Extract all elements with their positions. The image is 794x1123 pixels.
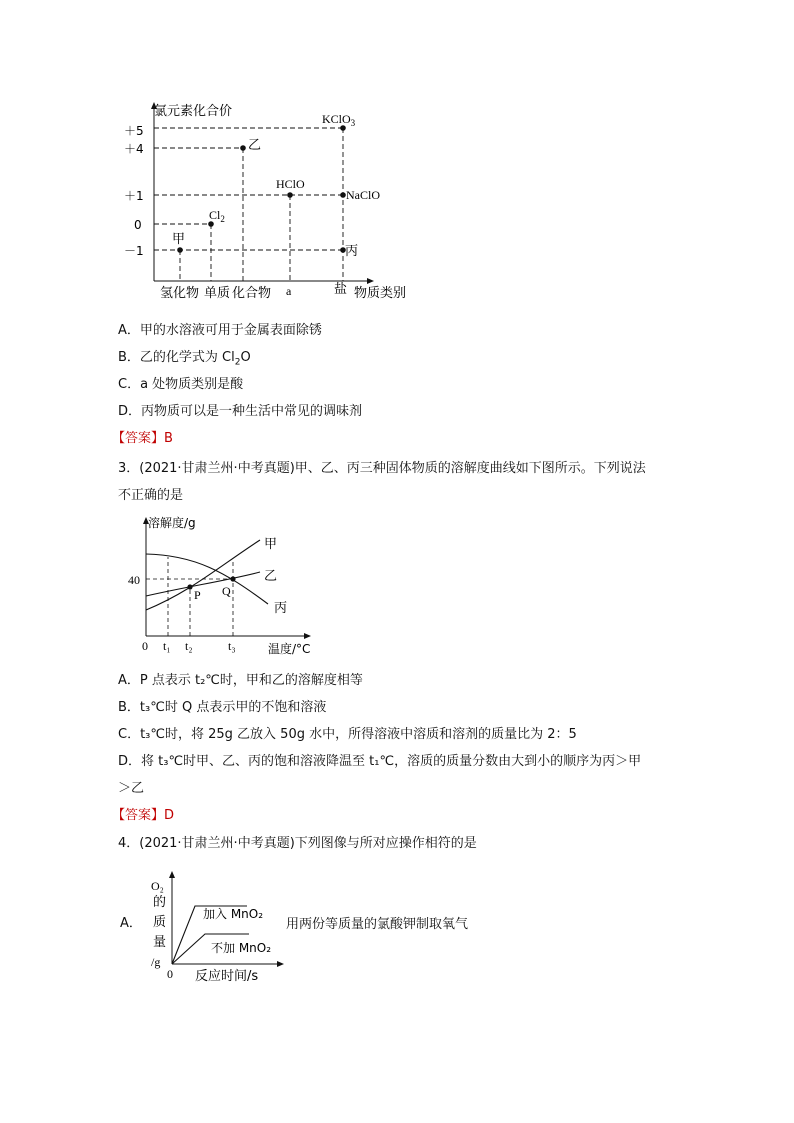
- q4-stem: 4．(2021·甘肃兰州·中考真题)下列图像与所对应操作相符的是: [118, 836, 477, 851]
- xtick-t3: t₃: [228, 639, 236, 653]
- q2-option-a: A．甲的水溶液可用于金属表面除锈: [118, 323, 322, 338]
- x-axis-label: 温度/°C: [268, 642, 311, 656]
- q3-stem-line1: 3．(2021·甘肃兰州·中考真题)甲、乙、丙三种固体物质的溶解度曲线如下图所示。下列说法: [118, 461, 646, 476]
- ytick-plus1: ＋1: [124, 189, 144, 203]
- y-axis-label: 溶解度/g: [148, 516, 196, 530]
- label-p: P: [194, 588, 201, 602]
- solubility-chart: [120, 510, 320, 660]
- point-q: [230, 576, 235, 581]
- q3-option-c: C．t₃℃时，将 25g 乙放入 50g 水中，所得溶液中溶质和溶剂的质量比为 2：5: [118, 727, 577, 742]
- label-q: Q: [222, 584, 231, 598]
- label-bing: 丙: [345, 244, 359, 259]
- category-a: a: [286, 284, 292, 298]
- x-axis-label: 反应时间/s: [195, 969, 259, 984]
- q4-option-a-text: 用两份等质量的氯酸钾制取氧气: [286, 917, 469, 932]
- label-naclo: NaClO: [346, 188, 380, 202]
- dashed-guides: [146, 557, 233, 636]
- q3-stem-line2: 不正确的是: [118, 488, 184, 503]
- ytick-minus1: －1: [124, 244, 144, 258]
- category-hydride: 氢化物: [160, 286, 200, 301]
- q3-option-a: A．P 点表示 t₂℃时，甲和乙的溶解度相等: [118, 673, 363, 688]
- q3-answer: 【答案】D: [112, 808, 175, 823]
- label-yi: 乙: [248, 138, 262, 153]
- curve-jia: [146, 540, 260, 610]
- q2-option-c: C．a 处物质类别是酸: [118, 377, 244, 392]
- point-p: [187, 584, 192, 589]
- ylabel-line-1: O₂: [151, 879, 164, 893]
- series-label-jia: 甲: [264, 537, 278, 552]
- point-naclo: [340, 192, 346, 198]
- curve-yi: [146, 572, 260, 596]
- ylabel-line-5: /g: [151, 955, 161, 969]
- oxygen-chart: [145, 868, 290, 986]
- ytick-plus5: ＋5: [124, 124, 144, 138]
- label-with-mno2: 加入 MnO₂: [203, 907, 264, 921]
- origin-label: 0: [167, 967, 173, 981]
- q2-option-d: D．丙物质可以是一种生活中常见的调味剂: [118, 404, 363, 419]
- ytick-zero: 0: [134, 218, 142, 232]
- label-cl2: $Cl_2$: [209, 208, 225, 224]
- q2-answer: 【答案】B: [112, 431, 173, 446]
- label-jia: 甲: [172, 232, 186, 247]
- y-axis-label: 氯元素化合价: [154, 104, 233, 119]
- point-jia: [177, 247, 183, 253]
- category-compound: 化合物: [232, 286, 272, 301]
- label-kclo3: KClO$_3$: [322, 112, 356, 128]
- label-without-mno2: 不加 MnO₂: [211, 941, 272, 955]
- curve-bing: [146, 554, 268, 604]
- category-salt: 盐: [334, 282, 348, 297]
- q3-option-d-cont: ＞乙: [118, 781, 145, 796]
- xtick-t2: t₂: [185, 639, 193, 653]
- series-label-bing: 丙: [274, 601, 288, 616]
- series-label-yi: 乙: [264, 569, 278, 584]
- label-hclo: HClO: [276, 177, 305, 191]
- xtick-0: 0: [142, 639, 148, 653]
- q3-option-d: D．将 t₃℃时甲、乙、丙的饱和溶液降温至 t₁℃，溶质的质量分数由大到小的顺序为丙＞甲: [118, 754, 642, 769]
- point-kclo3: [340, 125, 346, 131]
- ylabel-line-3: 质: [153, 915, 167, 930]
- q4-option-a-letter: A．: [120, 916, 142, 931]
- xtick-t1: t₁: [163, 639, 171, 653]
- ytick-40: 40: [128, 573, 140, 587]
- x-axis-label: 物质类别: [354, 286, 407, 301]
- q3-option-b: B．t₃℃时 Q 点表示甲的不饱和溶液: [118, 700, 327, 715]
- valence-chart: [118, 95, 418, 307]
- ylabel-line-4: 量: [153, 935, 167, 950]
- point-yi: [240, 145, 246, 151]
- ytick-plus4: ＋4: [124, 142, 144, 156]
- category-element: 单质: [204, 286, 231, 301]
- point-hclo: [287, 192, 293, 198]
- point-cl2: [208, 221, 214, 227]
- ylabel-line-2: 的: [153, 895, 167, 910]
- q2-option-b: B．乙的化学式为 $Cl_2O$: [118, 350, 251, 368]
